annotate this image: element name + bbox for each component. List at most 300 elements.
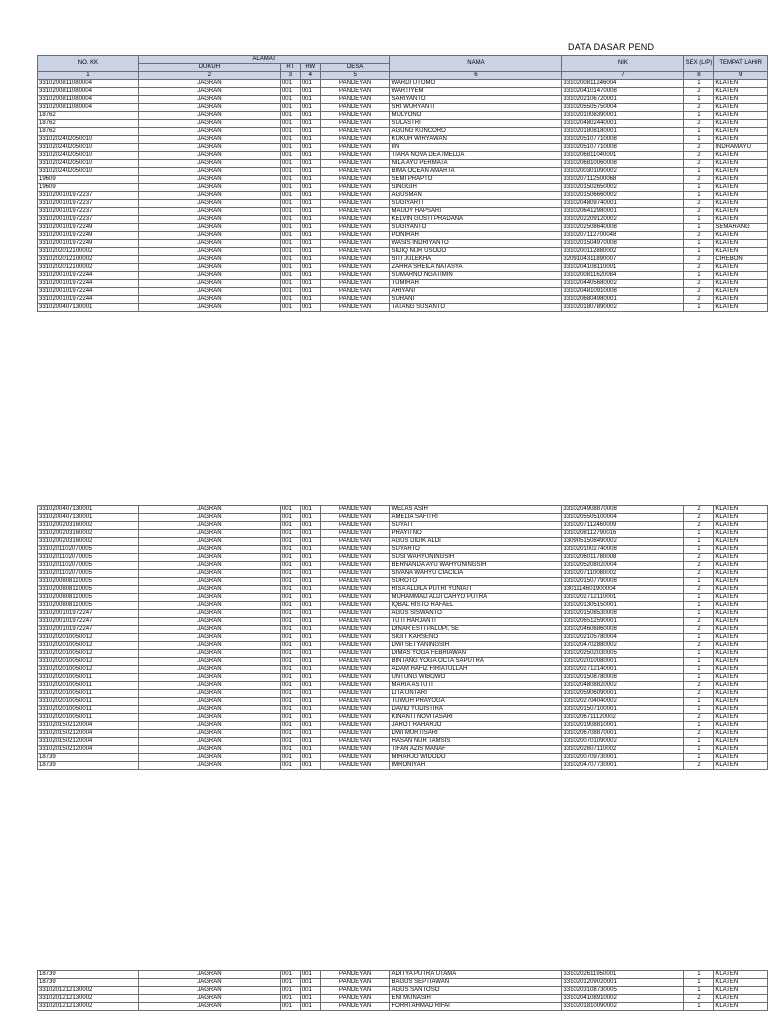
cell-nik: 3310204405680002: [562, 280, 684, 288]
cell-nik: 3310201209020001: [562, 979, 684, 987]
cell-tempat-lahir: KLATEN: [714, 626, 768, 634]
cell-tempat-lahir: KLATEN: [714, 232, 768, 240]
cell-desa: PANDEYAN: [320, 160, 390, 168]
cell-no-kk: 3310200203160002: [38, 538, 139, 546]
cell-sex: 2: [684, 562, 714, 570]
table-body: [38, 506, 768, 770]
cell-no-kk: 3310201102070005: [38, 562, 139, 570]
cell-nama: DWI SETYANINGSIH: [390, 642, 562, 650]
cell-nik: 3310206412980001: [562, 208, 684, 216]
cell-no-kk: 3310201212130002: [38, 987, 139, 995]
col-number: 6: [390, 72, 562, 80]
cell-rt: 001: [280, 971, 300, 979]
cell-nik: 3310204101470008: [562, 88, 684, 96]
cell-dukuh: JAGRAN: [138, 690, 280, 698]
cell-rt: 001: [280, 738, 300, 746]
cell-dukuh: JAGRAN: [138, 168, 280, 176]
cell-dukuh: JAGRAN: [138, 128, 280, 136]
col-number: 5: [320, 72, 390, 80]
cell-no-kk: 3310202010050011: [38, 674, 139, 682]
cell-rw: 001: [300, 658, 320, 666]
cell-dukuh: JAGRAN: [138, 979, 280, 987]
cell-nik: 3310201507100001: [562, 706, 684, 714]
cell-rw: 001: [300, 754, 320, 762]
cell-rw: 001: [300, 248, 320, 256]
cell-desa: PANDEYAN: [320, 538, 390, 546]
cell-nik: 3310206811040001: [562, 152, 684, 160]
cell-rw: 001: [300, 730, 320, 738]
cell-desa: PANDEYAN: [320, 208, 390, 216]
cell-no-kk: 3310202402050010: [38, 136, 139, 144]
cell-rw: 001: [300, 586, 320, 594]
cell-desa: PANDEYAN: [320, 971, 390, 979]
header-rt: RT: [280, 64, 300, 72]
cell-nik: 3310202106720001: [562, 96, 684, 104]
cell-no-kk: 3310201212130002: [38, 995, 139, 1003]
cell-rt: 001: [280, 987, 300, 995]
cell-nik: 3309051508490002: [562, 538, 684, 546]
cell-sex: 1: [684, 128, 714, 136]
cell-nama: TIFAN AZIS MANAF: [390, 746, 562, 754]
cell-no-kk: 3310202010050012: [38, 634, 139, 642]
cell-sex: 1: [684, 168, 714, 176]
table-row: [38, 618, 768, 626]
cell-no-kk: 3310200101972237: [38, 216, 139, 224]
cell-nama: AGUS DIDIK ALDI: [390, 538, 562, 546]
cell-rw: 001: [300, 514, 320, 522]
cell-desa: PANDEYAN: [320, 602, 390, 610]
cell-rw: 001: [300, 112, 320, 120]
cell-sex: 1: [684, 971, 714, 979]
cell-nama: LITA UNTARI: [390, 690, 562, 698]
cell-tempat-lahir: KLATEN: [714, 538, 768, 546]
cell-sex: 2: [684, 256, 714, 264]
cell-nik: 3310201502650002: [562, 184, 684, 192]
cell-rt: 001: [280, 96, 300, 104]
cell-sex: 1: [684, 634, 714, 642]
cell-sex: 2: [684, 714, 714, 722]
cell-no-kk: 3310202010050012: [38, 642, 139, 650]
cell-sex: 1: [684, 746, 714, 754]
cell-dukuh: JAGRAN: [138, 722, 280, 730]
cell-nama: DWI MURTISARI: [390, 730, 562, 738]
cell-dukuh: JAGRAN: [138, 280, 280, 288]
cell-tempat-lahir: KLATEN: [714, 200, 768, 208]
cell-rw: 001: [300, 570, 320, 578]
cell-dukuh: JAGRAN: [138, 506, 280, 514]
cell-tempat-lahir: KLATEN: [714, 746, 768, 754]
table-row: [38, 987, 768, 995]
cell-dukuh: JAGRAN: [138, 634, 280, 642]
cell-nama: SULASTRI: [390, 120, 562, 128]
cell-no-kk: 3310201102070005: [38, 546, 139, 554]
cell-desa: PANDEYAN: [320, 240, 390, 248]
cell-dukuh: JAGRAN: [138, 1003, 280, 1011]
cell-nama: MIHARJO WIDODO: [390, 754, 562, 762]
cell-sex: 1: [684, 80, 714, 88]
cell-rw: 001: [300, 995, 320, 1003]
cell-rw: 001: [300, 216, 320, 224]
cell-no-kk: 3310200203160002: [38, 530, 139, 538]
cell-desa: PANDEYAN: [320, 152, 390, 160]
cell-dukuh: JAGRAN: [138, 208, 280, 216]
cell-desa: PANDEYAN: [320, 698, 390, 706]
cell-nama: SUYATI: [390, 522, 562, 530]
cell-dukuh: JAGRAN: [138, 112, 280, 120]
cell-rt: 001: [280, 562, 300, 570]
cell-sex: 2: [684, 88, 714, 96]
cell-nik: 3301114601900004: [562, 586, 684, 594]
header-dukuh: DUKUH: [138, 64, 280, 72]
cell-dukuh: JAGRAN: [138, 184, 280, 192]
table-row: [38, 666, 768, 674]
header-nik: NIK: [562, 56, 684, 72]
cell-nik: 3310201810090002: [562, 1003, 684, 1011]
cell-tempat-lahir: KLATEN: [714, 104, 768, 112]
cell-sex: 1: [684, 674, 714, 682]
cell-sex: 1: [684, 979, 714, 987]
table-row: [38, 104, 768, 112]
cell-desa: PANDEYAN: [320, 216, 390, 224]
cell-rt: 001: [280, 698, 300, 706]
cell-rw: 001: [300, 168, 320, 176]
cell-desa: PANDEYAN: [320, 634, 390, 642]
table-row: [38, 754, 768, 762]
cell-tempat-lahir: KLATEN: [714, 208, 768, 216]
table-row: [38, 272, 768, 280]
cell-dukuh: JAGRAN: [138, 746, 280, 754]
cell-no-kk: 3310201502120004: [38, 738, 139, 746]
table-row: [38, 610, 768, 618]
cell-no-kk: 3310202402050010: [38, 144, 139, 152]
cell-tempat-lahir: KLATEN: [714, 714, 768, 722]
cell-dukuh: JAGRAN: [138, 682, 280, 690]
cell-rt: 001: [280, 674, 300, 682]
cell-rw: 001: [300, 160, 320, 168]
cell-nama: BINTANG YOGA OCTA SAPUTRA: [390, 658, 562, 666]
cell-tempat-lahir: KLATEN: [714, 698, 768, 706]
cell-nik: 3310204108910002: [562, 995, 684, 1003]
table-row: [38, 626, 768, 634]
cell-tempat-lahir: KLATEN: [714, 762, 768, 770]
cell-rt: 001: [280, 224, 300, 232]
cell-rt: 001: [280, 1003, 300, 1011]
table-row: [38, 578, 768, 586]
cell-sex: 1: [684, 594, 714, 602]
cell-sex: 2: [684, 554, 714, 562]
cell-rt: 001: [280, 642, 300, 650]
cell-dukuh: JAGRAN: [138, 200, 280, 208]
cell-no-kk: 3310201212130002: [38, 1003, 139, 1011]
table-row: [38, 160, 768, 168]
cell-no-kk: 3310200101972249: [38, 240, 139, 248]
cell-sex: 2: [684, 995, 714, 1003]
cell-no-kk: 3310200101972244: [38, 272, 139, 280]
cell-nama: NILA AYU PERMATA: [390, 160, 562, 168]
cell-rt: 001: [280, 634, 300, 642]
cell-nama: TATANG SUSANTO: [390, 304, 562, 312]
cell-nama: WARTIYEM: [390, 88, 562, 96]
table-row: [38, 682, 768, 690]
cell-dukuh: JAGRAN: [138, 216, 280, 224]
table-row: [38, 698, 768, 706]
table-body: [38, 80, 768, 312]
table-block-1: [37, 55, 768, 312]
table-row: [38, 650, 768, 658]
header-no-kk: NO. KK: [38, 56, 139, 72]
cell-tempat-lahir: KLATEN: [714, 570, 768, 578]
cell-nama: AMELIA SAFITRI: [390, 514, 562, 522]
cell-sex: 1: [684, 738, 714, 746]
cell-rw: 001: [300, 610, 320, 618]
cell-rw: 001: [300, 192, 320, 200]
cell-nik: 3310202010080001: [562, 658, 684, 666]
cell-sex: 2: [684, 522, 714, 530]
cell-sex: 1: [684, 112, 714, 120]
table-row: [38, 530, 768, 538]
cell-tempat-lahir: KLATEN: [714, 979, 768, 987]
cell-rt: 001: [280, 554, 300, 562]
table-row: [38, 232, 768, 240]
cell-no-kk: 3310201502120004: [38, 722, 139, 730]
cell-rt: 001: [280, 192, 300, 200]
cell-tempat-lahir: KLATEN: [714, 304, 768, 312]
cell-rw: 001: [300, 224, 320, 232]
cell-sex: 1: [684, 722, 714, 730]
cell-nik: 3310204606860008: [562, 626, 684, 634]
cell-nama: IIN: [390, 144, 562, 152]
table-row: [38, 562, 768, 570]
cell-rw: 001: [300, 634, 320, 642]
cell-no-kk: 3310200101972247: [38, 610, 139, 618]
cell-nama: UNTUNG WIBOWO: [390, 674, 562, 682]
cell-dukuh: JAGRAN: [138, 192, 280, 200]
cell-rt: 001: [280, 248, 300, 256]
cell-sex: 2: [684, 618, 714, 626]
cell-nama: AGUS SANTOSO: [390, 987, 562, 995]
cell-rw: 001: [300, 594, 320, 602]
cell-desa: PANDEYAN: [320, 264, 390, 272]
cell-dukuh: JAGRAN: [138, 610, 280, 618]
cell-no-kk: 18762: [38, 128, 139, 136]
cell-nik: 3310201807890002: [562, 304, 684, 312]
cell-sex: 1: [684, 136, 714, 144]
cell-no-kk: 3310200407130001: [38, 514, 139, 522]
cell-nik: 3310203108730005: [562, 987, 684, 995]
cell-no-kk: 3310200808110005: [38, 602, 139, 610]
cell-tempat-lahir: KLATEN: [714, 80, 768, 88]
cell-no-kk: 3310202010050011: [38, 698, 139, 706]
cell-no-kk: 3310200101972244: [38, 280, 139, 288]
cell-desa: PANDEYAN: [320, 714, 390, 722]
cell-no-kk: 3310200101972247: [38, 618, 139, 626]
cell-nik: 3310200112880002: [562, 248, 684, 256]
cell-tempat-lahir: KLATEN: [714, 602, 768, 610]
cell-nama: SUSI WAHYUNINGSIH: [390, 554, 562, 562]
cell-nik: 3310207110080002: [562, 570, 684, 578]
cell-no-kk: 18762: [38, 120, 139, 128]
cell-tempat-lahir: KLATEN: [714, 1003, 768, 1011]
cell-dukuh: JAGRAN: [138, 706, 280, 714]
cell-dukuh: JAGRAN: [138, 562, 280, 570]
table-row: [38, 570, 768, 578]
cell-rt: 001: [280, 546, 300, 554]
cell-sex: 2: [684, 642, 714, 650]
cell-rt: 001: [280, 160, 300, 168]
cell-tempat-lahir: KLATEN: [714, 120, 768, 128]
cell-rt: 001: [280, 570, 300, 578]
cell-dukuh: JAGRAN: [138, 642, 280, 650]
table-row: [38, 971, 768, 979]
table-row: [38, 80, 768, 88]
cell-nik: 3310204808820002: [562, 682, 684, 690]
cell-desa: PANDEYAN: [320, 232, 390, 240]
cell-rw: 001: [300, 602, 320, 610]
cell-nik: 3310205208020004: [562, 562, 684, 570]
cell-dukuh: JAGRAN: [138, 304, 280, 312]
cell-no-kk: 3310201502120004: [38, 746, 139, 754]
cell-rw: 001: [300, 256, 320, 264]
cell-rw: 001: [300, 96, 320, 104]
cell-dukuh: JAGRAN: [138, 256, 280, 264]
table-row: [38, 120, 768, 128]
cell-tempat-lahir: KLATEN: [714, 971, 768, 979]
cell-dukuh: JAGRAN: [138, 754, 280, 762]
table-row: [38, 264, 768, 272]
cell-rt: 001: [280, 594, 300, 602]
cell-no-kk: 3310200407130001: [38, 506, 139, 514]
header-tempat-lahir: TEMPAT LAHIR: [714, 56, 768, 72]
cell-desa: PANDEYAN: [320, 562, 390, 570]
cell-no-kk: 3310202402050010: [38, 160, 139, 168]
cell-rt: 001: [280, 754, 300, 762]
cell-sex: 1: [684, 538, 714, 546]
cell-no-kk: 3310202012100002: [38, 256, 139, 264]
cell-tempat-lahir: KLATEN: [714, 176, 768, 184]
cell-nama: MULYONO: [390, 112, 562, 120]
cell-nik: 3310204707730001: [562, 762, 684, 770]
cell-nama: SRI WURYANTI: [390, 104, 562, 112]
cell-rt: 001: [280, 136, 300, 144]
cell-dukuh: JAGRAN: [138, 288, 280, 296]
cell-no-kk: 3310200811080004: [38, 96, 139, 104]
table-row: [38, 642, 768, 650]
cell-dukuh: JAGRAN: [138, 514, 280, 522]
cell-rw: 001: [300, 762, 320, 770]
cell-nama: SIGIT KARSENO: [390, 634, 562, 642]
cell-dukuh: JAGRAN: [138, 602, 280, 610]
cell-tempat-lahir: KLATEN: [714, 722, 768, 730]
cell-nama: TUTI HARJANTI: [390, 618, 562, 626]
cell-nik: 3310206711120002: [562, 714, 684, 722]
cell-rw: 001: [300, 650, 320, 658]
cell-rt: 001: [280, 586, 300, 594]
cell-sex: 1: [684, 1003, 714, 1011]
cell-desa: PANDEYAN: [320, 762, 390, 770]
table-row: [38, 136, 768, 144]
cell-dukuh: JAGRAN: [138, 762, 280, 770]
cell-rt: 001: [280, 730, 300, 738]
cell-rw: 001: [300, 304, 320, 312]
cell-desa: PANDEYAN: [320, 546, 390, 554]
cell-desa: PANDEYAN: [320, 104, 390, 112]
cell-rt: 001: [280, 88, 300, 96]
cell-sex: 1: [684, 754, 714, 762]
table-row: [38, 216, 768, 224]
table-row: [38, 208, 768, 216]
cell-nik: 3310201808180001: [562, 128, 684, 136]
cell-rw: 001: [300, 240, 320, 248]
cell-desa: PANDEYAN: [320, 722, 390, 730]
col-number: 8: [684, 72, 714, 80]
cell-no-kk: 3310202010050011: [38, 706, 139, 714]
cell-rt: 001: [280, 128, 300, 136]
cell-sex: 2: [684, 586, 714, 594]
cell-rw: 001: [300, 200, 320, 208]
cell-nama: IMRONIYAH: [390, 762, 562, 770]
cell-rw: 001: [300, 506, 320, 514]
col-number: 1: [38, 72, 139, 80]
cell-desa: PANDEYAN: [320, 522, 390, 530]
cell-rt: 001: [280, 690, 300, 698]
cell-nama: ADAM HAFIZ FIRIATULLAH: [390, 666, 562, 674]
cell-rt: 001: [280, 240, 300, 248]
cell-sex: 2: [684, 626, 714, 634]
cell-rt: 001: [280, 979, 300, 987]
cell-sex: 1: [684, 240, 714, 248]
cell-nik: 3310204809740001: [562, 200, 684, 208]
cell-sex: 1: [684, 987, 714, 995]
cell-desa: PANDEYAN: [320, 995, 390, 1003]
table-row: [38, 722, 768, 730]
cell-rt: 001: [280, 618, 300, 626]
cell-dukuh: JAGRAN: [138, 248, 280, 256]
table-row: [38, 1003, 768, 1011]
cell-desa: PANDEYAN: [320, 618, 390, 626]
cell-rt: 001: [280, 272, 300, 280]
cell-tempat-lahir: KLATEN: [714, 192, 768, 200]
cell-tempat-lahir: KLATEN: [714, 578, 768, 586]
cell-desa: PANDEYAN: [320, 642, 390, 650]
cell-nik: 3310206011780008: [562, 554, 684, 562]
cell-sex: 1: [684, 546, 714, 554]
cell-desa: PANDEYAN: [320, 514, 390, 522]
cell-nama: ADITYA PUTRA UTAMA: [390, 971, 562, 979]
cell-rw: 001: [300, 562, 320, 570]
cell-no-kk: 3310201102070005: [38, 554, 139, 562]
cell-nik: 3310202105780004: [562, 634, 684, 642]
cell-nama: AGUNG KUNCORO: [390, 128, 562, 136]
cell-rt: 001: [280, 112, 300, 120]
cell-dukuh: JAGRAN: [138, 120, 280, 128]
cell-tempat-lahir: KLATEN: [714, 706, 768, 714]
cell-tempat-lahir: KLATEN: [714, 562, 768, 570]
cell-sex: 2: [684, 506, 714, 514]
cell-dukuh: JAGRAN: [138, 578, 280, 586]
cell-dukuh: JAGRAN: [138, 730, 280, 738]
cell-no-kk: 3310200101972237: [38, 208, 139, 216]
cell-tempat-lahir: KLATEN: [714, 530, 768, 538]
cell-nik: 3310208112790016: [562, 530, 684, 538]
cell-dukuh: JAGRAN: [138, 80, 280, 88]
cell-rt: 001: [280, 706, 300, 714]
cell-desa: PANDEYAN: [320, 666, 390, 674]
cell-desa: PANDEYAN: [320, 586, 390, 594]
cell-desa: PANDEYAN: [320, 248, 390, 256]
cell-rt: 001: [280, 714, 300, 722]
cell-nama: ARIYANI: [390, 288, 562, 296]
cell-desa: PANDEYAN: [320, 530, 390, 538]
